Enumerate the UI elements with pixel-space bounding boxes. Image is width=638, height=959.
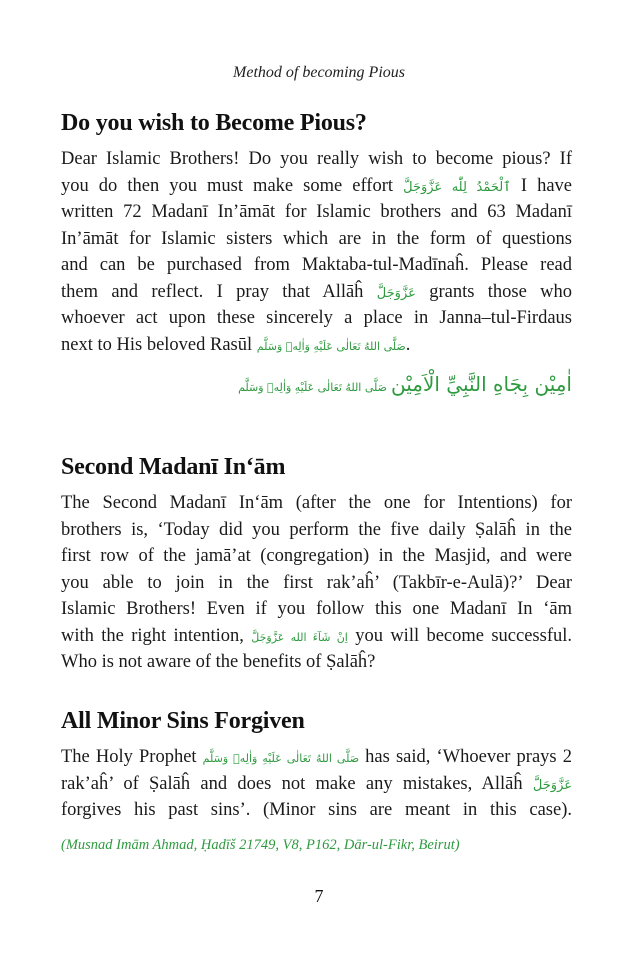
section-title-second-madani-inam: Second Madanī In‘ām [61,454,286,480]
text-line [61,332,572,359]
arabic-phrase: اِنْ شَآءَ الله عَزَّوَجَلَّ [251,630,348,644]
text-run: them and reflect. I pray that Allāĥ [61,281,377,302]
text-run: Dear Islamic Brothers! Do you really wish to become pious? If [61,149,572,169]
text-line [61,596,572,623]
text-run: with the right intention, [61,625,252,646]
text-line [61,744,572,771]
text-line [61,173,572,200]
paragraph-become-pious [61,146,572,358]
paragraph-second-madani-inam [61,490,572,676]
text-line [61,252,572,279]
arabic-phrase: عَزَّوَجَلَّ [532,777,572,793]
arabic-phrase: صَلَّى اللهُ تَعَالٰى عَلَيْهِ وَاٰلِهٖ وَسَلَّم [202,752,360,765]
arabic-phrase: صَلَّى اللهُ تَعَالٰى عَلَيْهِ وَاٰلِهٖ وَسَلَّم [256,339,406,353]
text-run: and can be purchased from Maktaba-tul-Madīnaĥ. Please read [61,255,572,275]
text-line [61,305,572,332]
text-line [61,570,572,597]
text-line [61,623,572,650]
arabic-phrase: ٱلْحَمْدُ لِلّٰه عَزَّوَجَلَّ [403,179,511,195]
text-run: In’āmāt for Islamic sisters which are in the form of questions [61,228,572,249]
dua-main: اٰمِيْن بِجَاهِ النَّبِيِّ الْاَمِيْن [391,372,572,396]
text-line [61,226,572,253]
text-line [61,490,572,517]
text-line [61,199,572,226]
text-run: Who is not aware of the benefits of Ṣalāĥ? [61,652,376,672]
section-title-minor-sins-forgiven: All Minor Sins Forgiven [61,708,305,734]
text-run: forgives his past sins’. (Minor sins are meant in this case). [61,800,572,820]
paragraph-minor-sins-forgiven [61,744,572,824]
text-run: The Holy Prophet [61,747,203,767]
section-title-become-pious: Do you wish to Become Pious? [61,110,367,136]
text-run: Islamic Brothers! Even if you follow this one Madanī In ‘ām [61,599,572,619]
text-line [61,279,572,306]
text-run: The Second Madanī In‘ām (after the one for Intentions) for [61,493,572,513]
text-run: you will become successful. [347,625,573,646]
text-run: rak’aĥ’ of Ṣalāĥ and does not make any mistakes, Allāĥ [61,773,533,794]
dua-line [238,372,572,396]
text-run: next to His beloved Rasūl [61,334,257,355]
text-line [61,146,572,173]
text-run: whoever act upon these sincerely a place in Janna–tul-Firdaus [61,308,572,328]
text-line [61,797,572,824]
text-run: written 72 Madanī In’āmāt for Islamic brothers and 63 Madanī [61,202,572,222]
citation: (Musnad Imām Ahmad, Ḥadīš 21749, V8, P162, Dār-ul-Fikr, Beirut) [61,837,460,853]
text-run: you able to join in the first rak’aĥ’ (Takbīr-e-Aulā)?’ Dear [61,572,572,593]
text-line [61,771,572,798]
dua-salawat: صَلَّى اللهُ تَعَالٰى عَلَيْهِ وَاٰلِهٖ وَسَلَّم [238,381,388,394]
text-run: you do then you must make some effort [61,175,404,196]
text-run: grants those who [415,281,573,302]
text-line [61,517,572,544]
arabic-phrase: عَزَّوَجَلَّ [376,285,416,301]
text-run: . [405,334,411,355]
text-run: first row of the jamā’at (congregation) in the Masjid, and were [61,546,572,566]
text-run: I have [510,175,572,196]
text-run: brothers is, ‘Today did you perform the five daily Ṣalāĥ in the [61,519,572,540]
running-header: Method of becoming Pious [233,64,405,81]
text-line [61,649,572,676]
text-line [61,543,572,570]
page-number: 7 [314,886,324,906]
text-run: has said, ‘Whoever prays 2 [359,747,572,767]
